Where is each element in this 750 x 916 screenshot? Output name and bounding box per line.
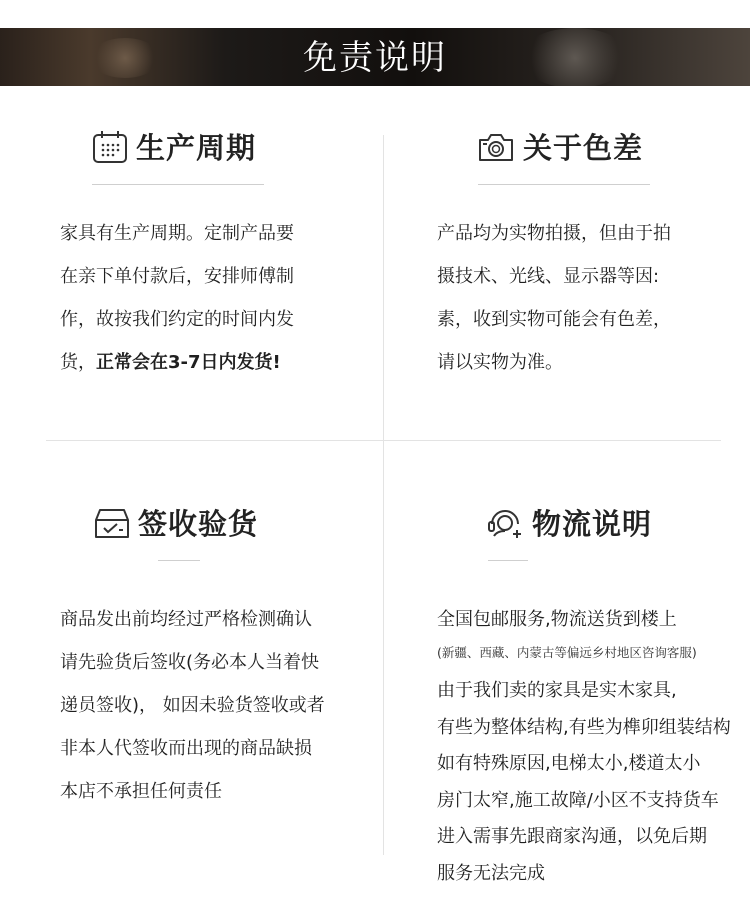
section-title: 签收验货 bbox=[138, 507, 259, 541]
section-header-logistics bbox=[486, 502, 652, 543]
logistics-text bbox=[437, 602, 697, 668]
text-line: 请先验货后签收(务必本人当着快 bbox=[60, 652, 320, 673]
section-title: 关于色差 bbox=[523, 131, 644, 165]
text-line: 本店不承担任何责任 bbox=[60, 781, 222, 802]
section-title: 物流说明 bbox=[532, 507, 653, 541]
logistics-details bbox=[437, 673, 731, 892]
text-line: 递员签收)， 如因未验货签收或者 bbox=[60, 695, 325, 716]
color-text bbox=[437, 212, 671, 384]
text-line: 家具有生产周期。定制产品要 bbox=[60, 223, 294, 244]
remote-area-note: (新疆、西藏、内蒙古等偏远乡村地区咨询客服) bbox=[437, 645, 697, 660]
horizontal-divider bbox=[46, 440, 721, 441]
text-line: 非本人代签收而出现的商品缺损 bbox=[60, 738, 312, 759]
inspection-text bbox=[60, 598, 325, 813]
text-line: 由于我们卖的家具是实木家具, bbox=[437, 680, 677, 701]
vertical-divider bbox=[383, 135, 384, 855]
calendar-icon bbox=[92, 130, 128, 164]
section-header-production bbox=[92, 126, 256, 167]
title-underline bbox=[478, 184, 650, 185]
header-banner bbox=[0, 28, 750, 86]
section-header-color bbox=[477, 126, 643, 167]
text-line: 如有特殊原因,电梯太小,楼道太小 bbox=[437, 753, 701, 774]
text-line: 素，收到实物可能会有色差， bbox=[437, 309, 671, 330]
text-line: 商品发出前均经过严格检测确认 bbox=[60, 609, 312, 630]
text-line: 在亲下单付款后，安排师傅制 bbox=[60, 266, 294, 287]
text-line: 全国包邮服务,物流送货到楼上 bbox=[437, 609, 677, 630]
package-check-icon bbox=[94, 506, 130, 540]
title-underline bbox=[92, 184, 264, 185]
camera-icon bbox=[477, 131, 515, 163]
text-line: 产品均为实物拍摄，但由于拍 bbox=[437, 223, 671, 244]
text-line: 有些为整体结构,有些为榫卯组装结构 bbox=[437, 716, 731, 738]
text-line: 进入需事先跟商家沟通，以免后期 bbox=[437, 826, 707, 847]
section-header-inspection bbox=[94, 502, 258, 543]
text-line: 请以实物为准。 bbox=[437, 352, 563, 373]
section-title: 生产周期 bbox=[136, 131, 257, 165]
customer-service-icon bbox=[486, 504, 524, 542]
text-line: 服务无法完成 bbox=[437, 862, 545, 884]
text-line bbox=[60, 341, 294, 384]
shipping-time-highlight: 正常会在3-7日内发货! bbox=[96, 352, 281, 373]
text-line: 作，故按我们约定的时间内发 bbox=[60, 309, 294, 330]
title-underline bbox=[488, 560, 528, 561]
text-line: 房门太窄,施工故障/小区不支持货车 bbox=[437, 789, 719, 811]
text-prefix: 货， bbox=[60, 352, 96, 373]
title-underline bbox=[158, 560, 200, 561]
banner-title: 免责说明 bbox=[303, 38, 447, 78]
production-text bbox=[60, 212, 294, 384]
text-line: 摄技术、光线、显示器等因: bbox=[437, 266, 660, 287]
